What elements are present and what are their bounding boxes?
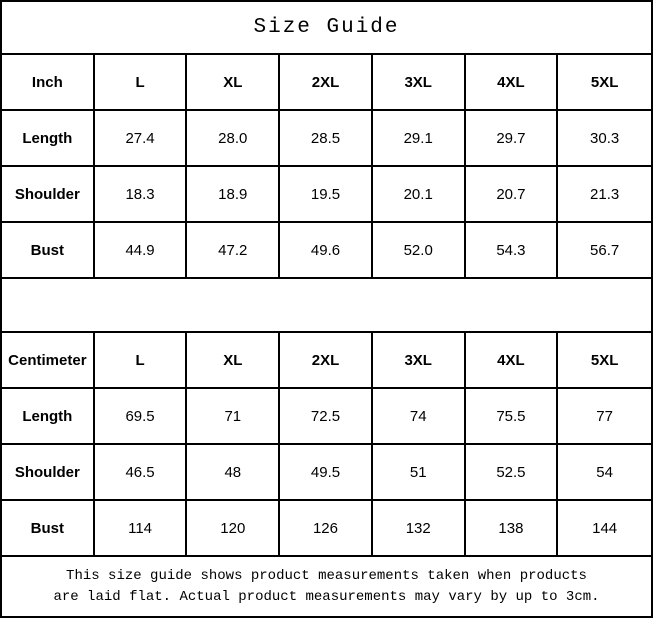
inch-length-label: Length bbox=[2, 111, 95, 167]
cm-size-header-4xl: 4XL bbox=[466, 333, 559, 389]
inch-length-value: 29.1 bbox=[373, 111, 466, 167]
inch-size-header-3xl: 3XL bbox=[373, 55, 466, 111]
inch-shoulder-value: 21.3 bbox=[558, 167, 651, 223]
inch-shoulder-value: 18.3 bbox=[95, 167, 188, 223]
page-title: Size Guide bbox=[2, 2, 651, 55]
spacer-row bbox=[2, 279, 651, 333]
inch-length-value: 30.3 bbox=[558, 111, 651, 167]
cm-length-value: 77 bbox=[558, 389, 651, 445]
cm-shoulder-value: 52.5 bbox=[466, 445, 559, 501]
cm-shoulder-label: Shoulder bbox=[2, 445, 95, 501]
cm-bust-label: Bust bbox=[2, 501, 95, 557]
inch-unit-header: Inch bbox=[2, 55, 95, 111]
inch-bust-value: 54.3 bbox=[466, 223, 559, 279]
cm-size-header-3xl: 3XL bbox=[373, 333, 466, 389]
cm-bust-value: 132 bbox=[373, 501, 466, 557]
inch-size-header-5xl: 5XL bbox=[558, 55, 651, 111]
inch-length-value: 28.0 bbox=[187, 111, 280, 167]
inch-bust-value: 47.2 bbox=[187, 223, 280, 279]
inch-bust-label: Bust bbox=[2, 223, 95, 279]
cm-length-value: 72.5 bbox=[280, 389, 373, 445]
cm-bust-value: 144 bbox=[558, 501, 651, 557]
cm-length-label: Length bbox=[2, 389, 95, 445]
cm-length-value: 75.5 bbox=[466, 389, 559, 445]
cm-shoulder-value: 51 bbox=[373, 445, 466, 501]
inch-size-header-xl: XL bbox=[187, 55, 280, 111]
inch-size-header-4xl: 4XL bbox=[466, 55, 559, 111]
cm-bust-value: 114 bbox=[95, 501, 188, 557]
inch-bust-value: 52.0 bbox=[373, 223, 466, 279]
cm-shoulder-value: 49.5 bbox=[280, 445, 373, 501]
footer-note bbox=[2, 557, 651, 616]
cm-shoulder-value: 48 bbox=[187, 445, 280, 501]
footer-note-line-1: This size guide shows product measurements taken when products bbox=[66, 567, 587, 584]
cm-bust-value: 138 bbox=[466, 501, 559, 557]
cm-size-header-l: L bbox=[95, 333, 188, 389]
inch-shoulder-value: 19.5 bbox=[280, 167, 373, 223]
inch-shoulder-label: Shoulder bbox=[2, 167, 95, 223]
inch-bust-value: 44.9 bbox=[95, 223, 188, 279]
cm-unit-header: Centimeter bbox=[2, 333, 95, 389]
inch-length-value: 29.7 bbox=[466, 111, 559, 167]
inch-shoulder-value: 20.1 bbox=[373, 167, 466, 223]
inch-shoulder-value: 20.7 bbox=[466, 167, 559, 223]
inch-size-header-l: L bbox=[95, 55, 188, 111]
cm-size-header-2xl: 2XL bbox=[280, 333, 373, 389]
cm-shoulder-value: 46.5 bbox=[95, 445, 188, 501]
inch-length-value: 27.4 bbox=[95, 111, 188, 167]
inch-length-value: 28.5 bbox=[280, 111, 373, 167]
cm-length-value: 71 bbox=[187, 389, 280, 445]
cm-length-value: 69.5 bbox=[95, 389, 188, 445]
inch-bust-value: 56.7 bbox=[558, 223, 651, 279]
inch-shoulder-value: 18.9 bbox=[187, 167, 280, 223]
cm-shoulder-value: 54 bbox=[558, 445, 651, 501]
cm-size-header-xl: XL bbox=[187, 333, 280, 389]
footer-note-line-2: are laid flat. Actual product measurements may vary by up to 3cm. bbox=[53, 588, 600, 605]
inch-size-header-2xl: 2XL bbox=[280, 55, 373, 111]
cm-bust-value: 120 bbox=[187, 501, 280, 557]
cm-size-header-5xl: 5XL bbox=[558, 333, 651, 389]
cm-length-value: 74 bbox=[373, 389, 466, 445]
cm-bust-value: 126 bbox=[280, 501, 373, 557]
inch-bust-value: 49.6 bbox=[280, 223, 373, 279]
